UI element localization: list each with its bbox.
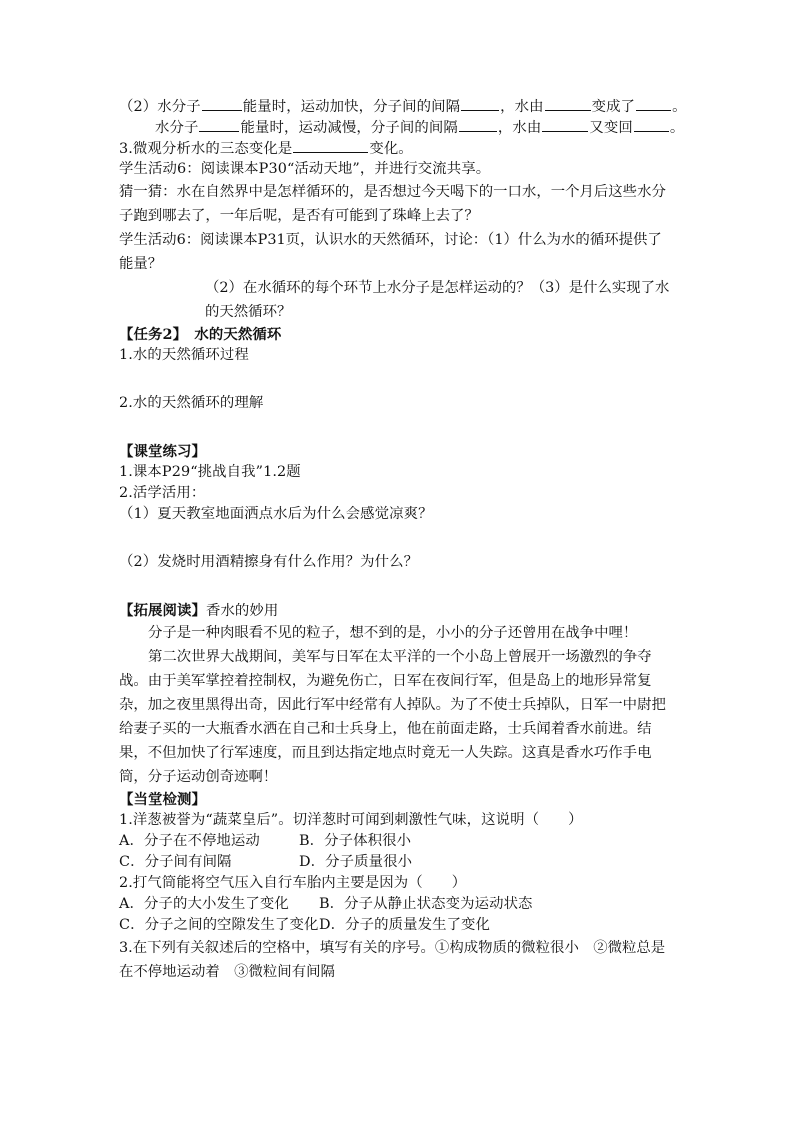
option-b: B．分子从静止状态变为运动状态 — [319, 896, 533, 912]
fill-line-1 — [119, 96, 687, 117]
practice-question-2: （2）发烧时用酒精擦身有什么作用？为什么？ — [119, 554, 419, 570]
reading-heading — [119, 600, 675, 621]
fill-line-3 — [119, 138, 675, 159]
text-segment: ，水由 — [500, 99, 544, 115]
text-segment: 又变回 — [589, 120, 633, 136]
practice-item-2: 2.活学活用： — [119, 485, 206, 501]
option-c: C．分子间有间隔 — [119, 854, 232, 870]
text-segment: ，水由 — [497, 120, 542, 136]
spacer — [119, 573, 675, 600]
blank-field — [293, 138, 368, 153]
document-page — [119, 96, 687, 984]
text-segment: 变化。 — [369, 141, 413, 157]
practice-heading: 【课堂练习】 — [119, 443, 206, 460]
reading-heading-title: 香水的妙用 — [205, 603, 279, 619]
spacer — [119, 414, 675, 441]
reading-paragraph-2: 第二次世界大战期间，美军与日军在太平洋的一个小岛上曾展开一场激烈的争夺战。由于美军掌控着控制权，为避免伤亡，日军在夜间行军，但是岛上的地形异常复杂，加之夜里黑得出奇，因此行军中经常有人掉队。为了不使士兵掉队，日军一中尉把给妻子买的一大瓶香水洒在自己和士兵身上，他在前面走路，士兵闻着香水前进。结果，不但加快了行军速度，而且到达指定地点时竟无一人失踪。这真是香水巧作手电筒，分子运动创奇迹啊！ — [119, 649, 666, 785]
blank-field — [461, 96, 499, 111]
activity-6b: 学生活动6：阅读课本P31页，认识水的天然循环，讨论：（1）什么为水的循环提供了能量？ — [119, 232, 662, 272]
reading-heading-label: 【拓展阅读】 — [119, 602, 206, 619]
task2-item-1: 1.水的天然循环过程 — [119, 347, 249, 363]
option-c: C．分子之间的空隙发生了变化 — [119, 917, 319, 933]
practice-question-1: （1）夏天教室地面洒点水后为什么会感觉凉爽？ — [119, 506, 433, 522]
check-question-3: 3.在下列有关叙述后的空格中，填写有关的序号。①构成物质的微粒很小 ②微粒总是在不停地运动着 ③微粒间有间隔 — [119, 940, 666, 980]
blank-field — [459, 117, 497, 132]
fill-line-2 — [119, 117, 685, 138]
blank-field — [542, 117, 588, 132]
check-q2-options-row-1 — [119, 894, 675, 915]
spacer — [119, 525, 675, 552]
activity-6c: （2）在水循环的每个环节上水分子是怎样运动的？（3）是什么实现了水的天然循环？ — [205, 280, 670, 320]
option-a: A．分子的大小发生了变化 — [119, 896, 289, 912]
check-q1-options-row-1 — [119, 831, 675, 852]
blank-field — [634, 117, 669, 132]
blank-field — [199, 117, 239, 132]
check-q1-options-row-2 — [119, 852, 675, 873]
blank-field — [636, 96, 671, 111]
text-segment: （2）水分子 — [119, 99, 201, 115]
option-d: D．分子的质量发生了变化 — [319, 917, 491, 933]
text-segment: 能量时，运动减慢，分子间的间隔 — [240, 120, 458, 136]
reading-paragraph-1: 分子是一种肉眼看不见的粒子，想不到的是，小小的分子还曾用在战争中哩！ — [148, 625, 638, 641]
option-d: D．分子质量很小 — [299, 854, 413, 870]
task2-heading: 【任务2】 水的天然循环 — [119, 326, 282, 343]
text-segment: 变成了 — [591, 99, 636, 115]
check-heading: 【当堂检测】 — [119, 791, 206, 808]
check-question-1: 1.洋葱被誉为“蔬菜皇后”。切洋葱时可闻到刺激性气味，这说明（ ） — [119, 812, 583, 828]
spacer — [119, 366, 675, 393]
text-segment: 。 — [669, 120, 685, 136]
text-segment: 水分子 — [155, 120, 199, 136]
text-segment: 3.微观分析水的三态变化是 — [119, 141, 293, 157]
option-a: A．分子在不停地运动 — [119, 833, 260, 849]
practice-item-1: 1.课本P29“挑战自我”1.2题 — [119, 464, 301, 480]
option-b: B．分子体积很小 — [299, 833, 412, 849]
text-segment: 能量时，运动加快，分子间的间隔 — [242, 99, 461, 115]
check-q2-options-row-2 — [119, 915, 675, 936]
blank-field — [545, 96, 591, 111]
activity-6a: 学生活动6：阅读课本P30“活动天地”，并进行交流共享。 — [119, 161, 491, 177]
task2-item-2: 2.水的天然循环的理解 — [119, 395, 264, 411]
check-question-2: 2.打气筒能将空气压入自行车胎内主要是因为（ ） — [119, 875, 467, 891]
text-segment: 。 — [672, 99, 687, 115]
blank-field — [202, 96, 242, 111]
guess-paragraph: 猜一猜：水在自然界中是怎样循环的，是否想过今天喝下的一口水，一个月后这些水分子跑到哪去了，一年后呢，是否有可能到了珠峰上去了？ — [119, 184, 666, 224]
